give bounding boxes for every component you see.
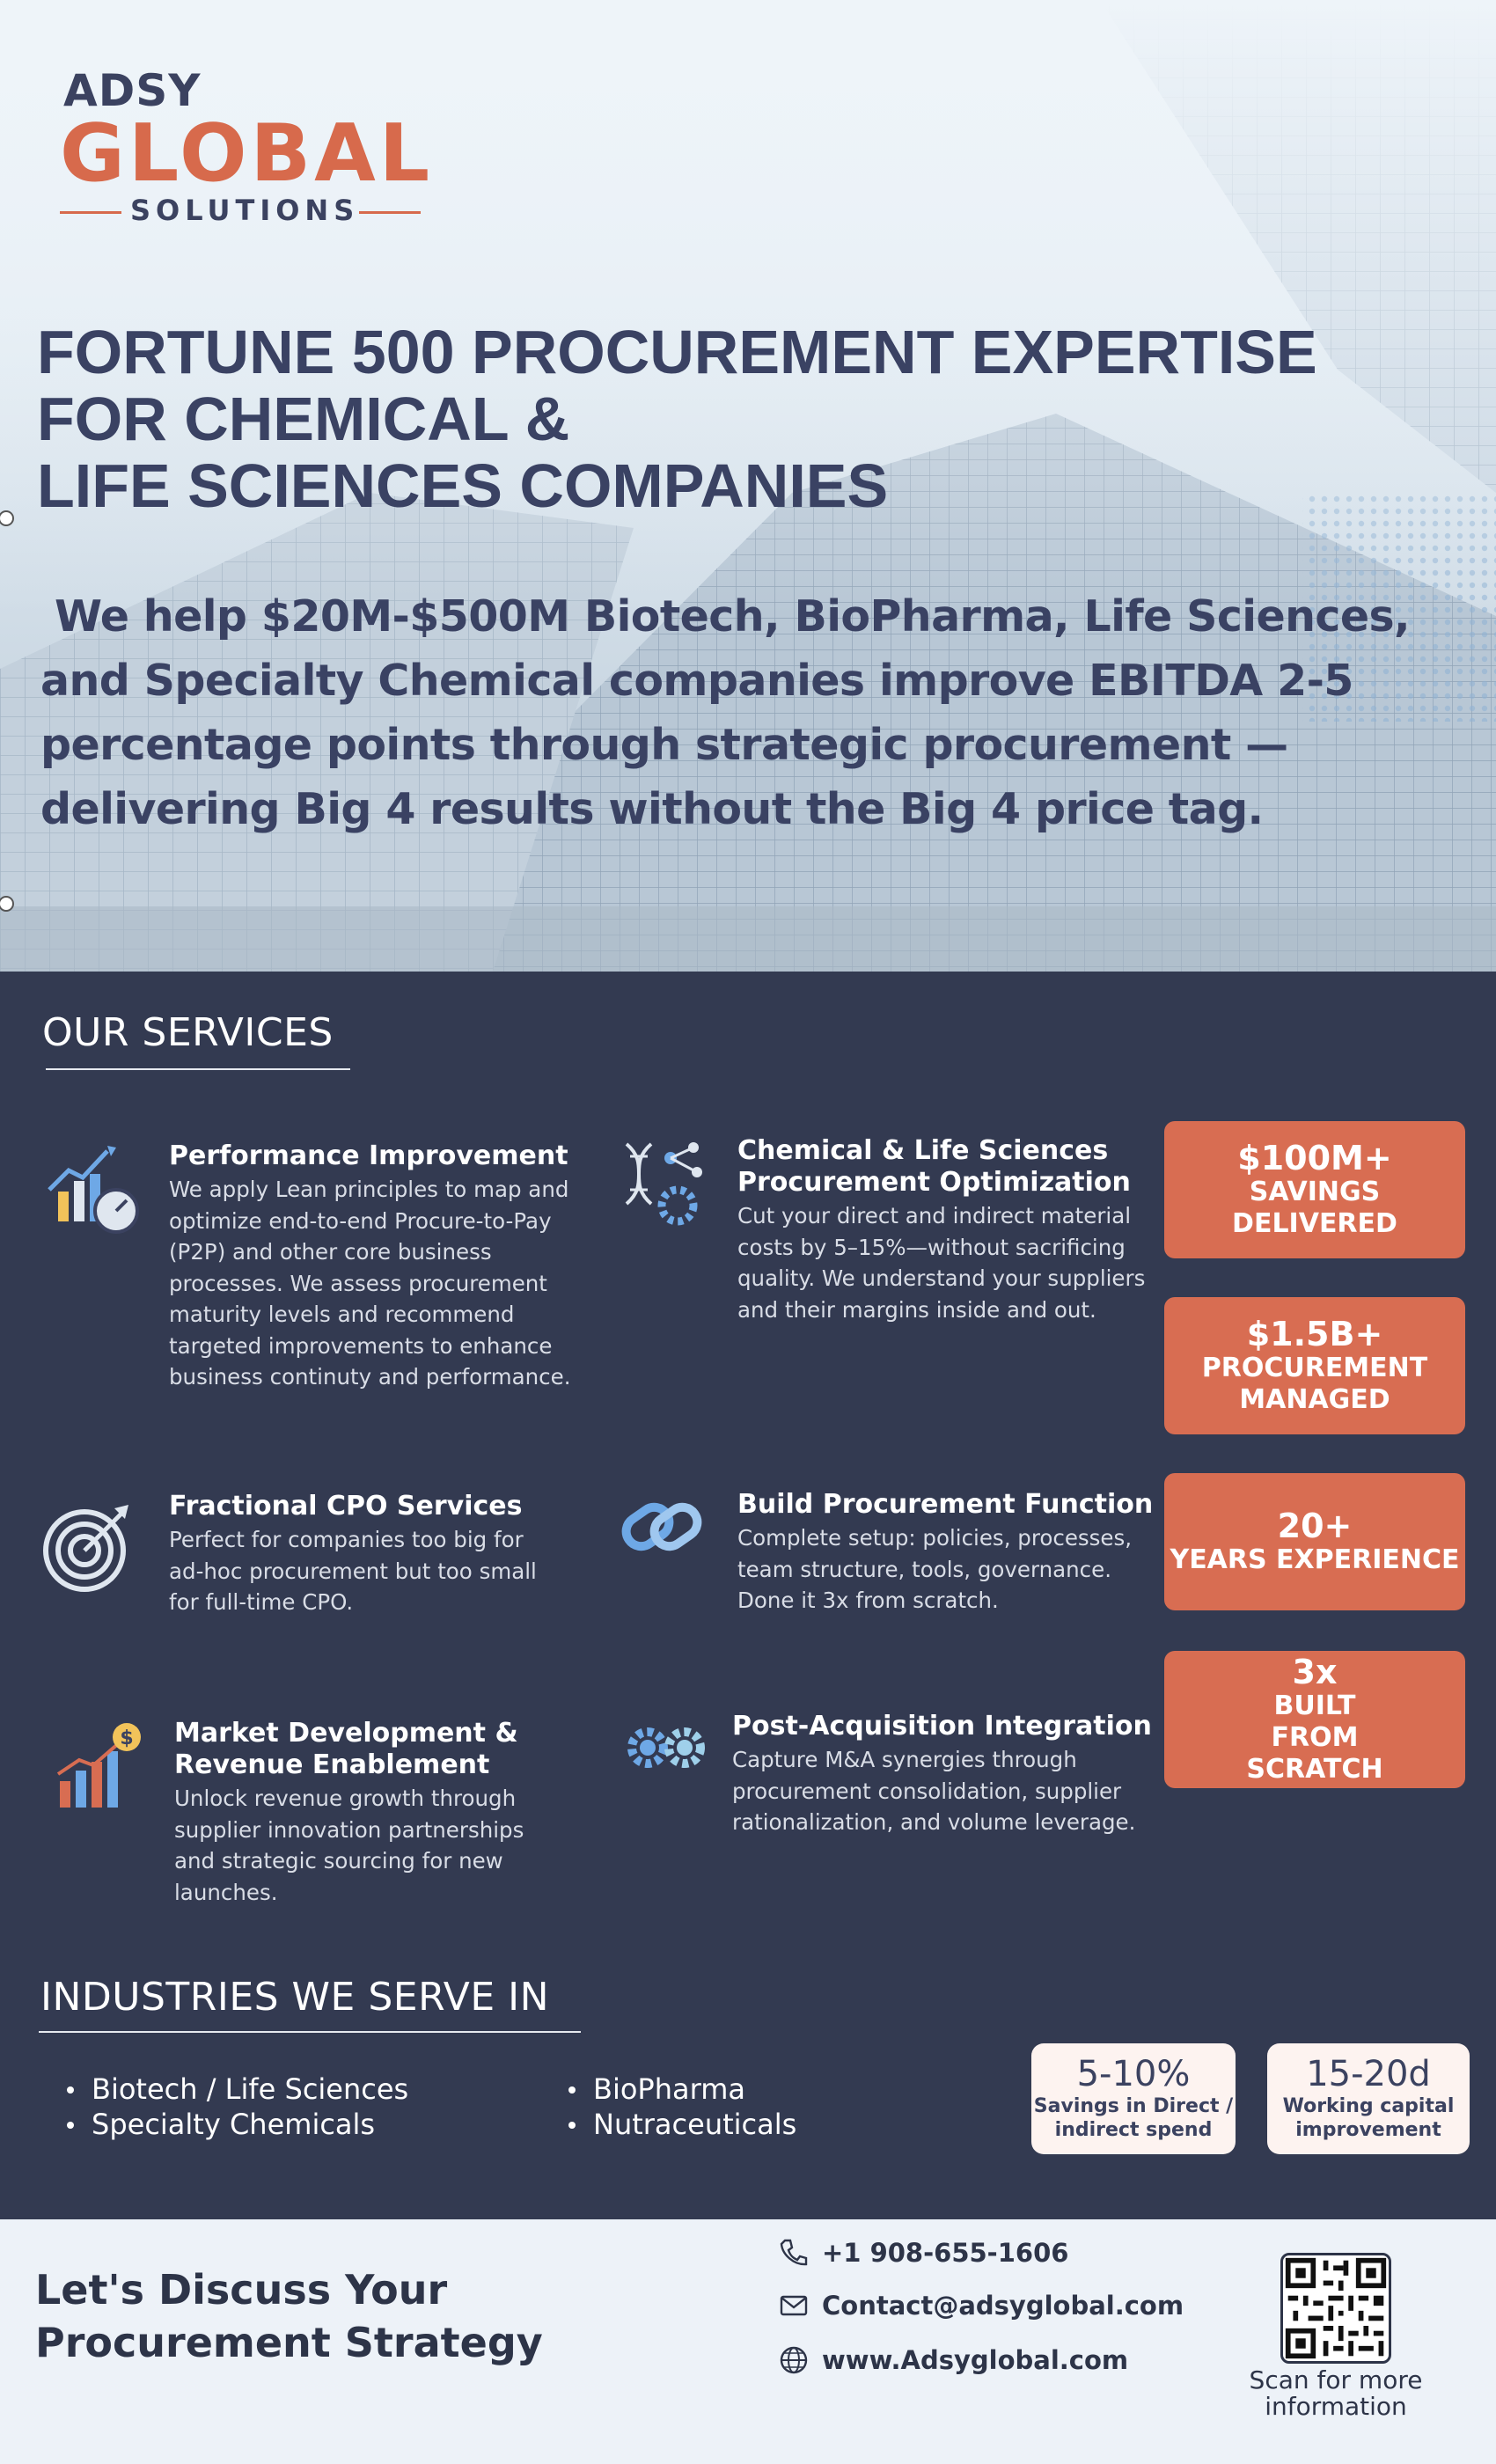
service-description: We apply Lean principles to map and optimize end-to-end Procure-to-Pay (P2P) and other core business processes. We assess procurement maturity levels and recommend targeted improvements to enhance business continuty and performance.: [169, 1177, 571, 1390]
hero-banner: [0, 0, 1496, 972]
intro-line-1: We help $20M-$500M Biotech, BioPharma, Life Sciences,: [55, 591, 1411, 642]
website-url[interactable]: www.Adsyglobal.com: [822, 2345, 1129, 2375]
service-title: Performance Improvement: [169, 1140, 568, 1171]
services-heading-rule: [46, 1068, 350, 1070]
logo-global-text: GLOBAL: [60, 107, 434, 200]
stat-years-experience: [1164, 1473, 1465, 1610]
qr-caption: Scan for more information: [1249, 2365, 1423, 2421]
industries-heading: INDUSTRIES WE SERVE IN: [40, 1975, 550, 2020]
website-contact[interactable]: [778, 2344, 1128, 2376]
email-address[interactable]: Contact@adsyglobal.com: [822, 2291, 1184, 2321]
stat-value: 20+: [1277, 1507, 1353, 1545]
service-description: Capture M&A synergies through procurement consolidation, supplier rationalization, and volume leverage.: [732, 1747, 1136, 1835]
stat-label: SAVINGS DELIVERED: [1232, 1177, 1397, 1239]
target-arrow-icon: [39, 1500, 136, 1596]
qr-code-icon: [1283, 2255, 1389, 2361]
service-fractional-cpo: [169, 1491, 556, 1618]
metric-working-capital-badge: [1267, 2043, 1470, 2154]
metric-label: Savings in Direct / indirect spend: [1033, 2095, 1234, 2141]
logo-adsy-text: ADSY: [63, 65, 202, 116]
stat-label: BUILT FROM SCRATCH: [1246, 1690, 1383, 1785]
industries-heading-rule: [39, 2031, 581, 2033]
industry-item: Biotech / Life Sciences: [62, 2072, 408, 2107]
gears-icon: [623, 1721, 708, 1774]
industry-item: Specialty Chemicals: [62, 2107, 408, 2142]
cta-line-2: Procurement Strategy: [35, 2319, 543, 2366]
logo-rule-right: [359, 211, 421, 214]
email-contact[interactable]: [778, 2290, 1184, 2321]
service-title: Post-Acquisition Integration: [732, 1711, 1152, 1742]
service-title: Build Procurement Function: [737, 1489, 1154, 1520]
logo-rule-left: [60, 211, 121, 214]
service-post-acquisition: [732, 1711, 1155, 1838]
metric-label: Working capital improvement: [1282, 2095, 1455, 2141]
metric-savings-badge: [1031, 2043, 1236, 2154]
stat-label: PROCUREMENT MANAGED: [1201, 1353, 1428, 1415]
metric-value: 15-20d: [1306, 2054, 1431, 2094]
industries-list-right: [563, 2072, 796, 2142]
stat-value: $1.5B+: [1246, 1315, 1383, 1353]
headline-line-3: LIFE SCIENCES COMPANIES: [37, 451, 889, 520]
globe-icon: [778, 2344, 810, 2376]
intro-line-2: and Specialty Chemical companies improve EBITDA 2-5: [40, 656, 1353, 706]
intro-line-4: delivering Big 4 results without the Big 4 price tag.: [40, 784, 1264, 834]
phone-contact[interactable]: [778, 2237, 1068, 2269]
service-description: Complete setup: policies, processes, team structure, tools, governance. Done it 3x from scratch.: [737, 1525, 1133, 1613]
service-description: Cut your direct and indirect material costs by 5–15%—without sacrificing quality. We understand your suppliers and their margins inside and out.: [737, 1203, 1146, 1323]
qr-code[interactable]: [1280, 2253, 1391, 2364]
dna-gears-icon: [616, 1139, 713, 1236]
stat-value: $100M+: [1237, 1139, 1392, 1177]
headline-line-1: FORTUNE 500 PROCUREMENT EXPERTISE: [37, 318, 1317, 386]
svg-text:$: $: [120, 1727, 134, 1749]
page-headline: [37, 319, 1410, 519]
service-performance-improvement: [169, 1140, 574, 1393]
service-title: Market Development & Revenue Enablement: [174, 1718, 518, 1780]
headline-line-2: FOR CHEMICAL &: [37, 385, 570, 453]
stat-savings-delivered: [1164, 1121, 1465, 1258]
service-description: Unlock revenue growth through supplier innovation partnerships and strategic sourcing for new launches.: [174, 1786, 524, 1905]
intro-line-3: percentage points through strategic procurement —: [40, 720, 1288, 770]
intro-paragraph: [40, 584, 1413, 841]
growth-chart-gauge-icon: [46, 1140, 143, 1237]
envelope-icon: [778, 2290, 810, 2321]
stat-built-from-scratch: [1164, 1651, 1465, 1788]
stat-value: 3x: [1292, 1653, 1338, 1691]
service-title: Fractional CPO Services: [169, 1491, 523, 1522]
industry-item: Nutraceuticals: [563, 2107, 796, 2142]
industry-item: BioPharma: [563, 2072, 796, 2107]
revenue-bars-icon: [53, 1721, 150, 1818]
phone-icon: [778, 2237, 810, 2269]
phone-number[interactable]: +1 908-655-1606: [822, 2238, 1069, 2268]
services-heading: OUR SERVICES: [42, 1010, 334, 1055]
stat-label: YEARS EXPERIENCE: [1170, 1544, 1460, 1575]
stat-procurement-managed: [1164, 1297, 1465, 1434]
service-title: Chemical & Life Sciences Procurement Optimization: [737, 1135, 1131, 1198]
service-procurement-optimization: [737, 1135, 1151, 1325]
logo-solutions-text: SOLUTIONS: [130, 194, 360, 227]
company-logo: [60, 65, 434, 232]
service-market-development: [174, 1718, 561, 1908]
metric-value: 5-10%: [1076, 2054, 1191, 2094]
cta-heading: [35, 2263, 543, 2369]
industries-list-left: [62, 2072, 408, 2142]
service-description: Perfect for companies too big for ad-hoc procurement but too small for full-time CPO.: [169, 1527, 537, 1615]
contact-footer: [0, 2219, 1496, 2464]
service-build-procurement: [737, 1489, 1160, 1617]
chain-link-icon: [620, 1496, 704, 1558]
cta-line-1: Let's Discuss Your: [35, 2266, 448, 2314]
